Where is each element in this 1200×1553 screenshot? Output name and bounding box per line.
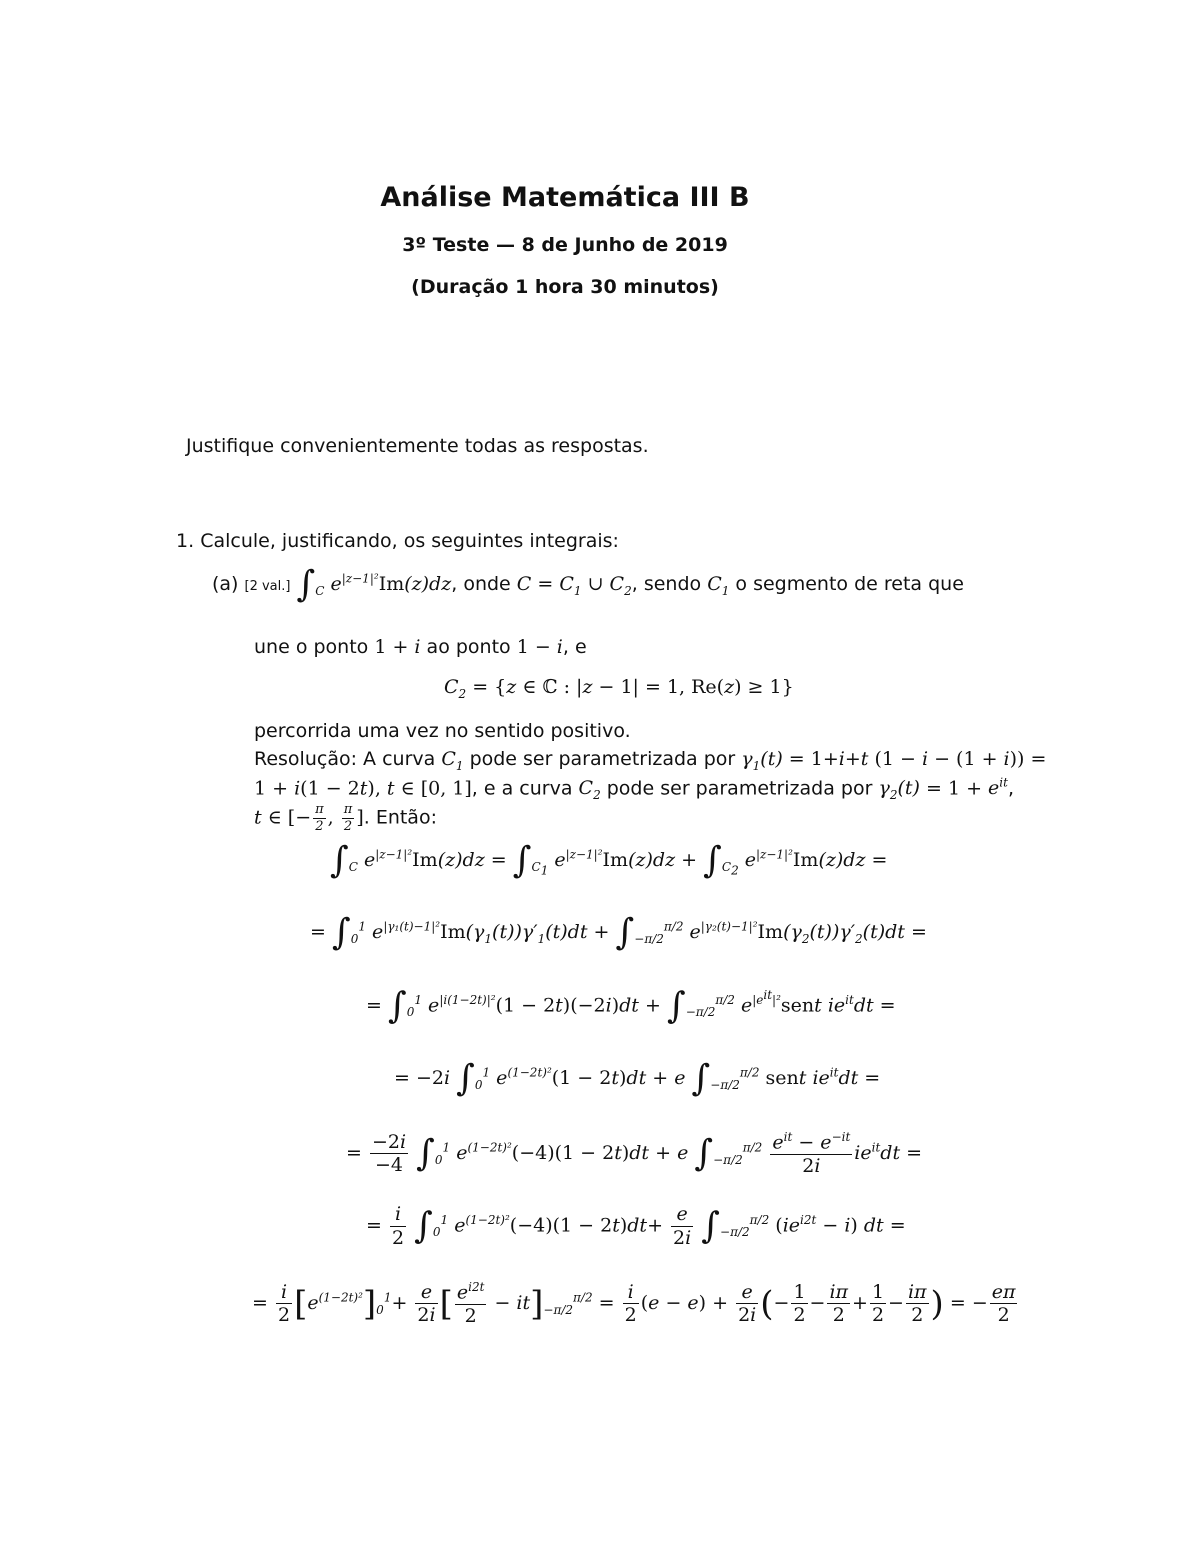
equation-line-1: $\int_C$ $e^{|z-1|^2}Im(z)dz = \int_{C_1}$ $e^{|z-1|^2}Im(z)dz + \int_{C_2}$ $e^{|z-1|^2}Im(z)dz$ =	[330, 840, 888, 881]
equation-line-5: = $\frac{-2i}{-4}$ $\int_0^1$ $e^{(1-2t)^2}(-4)(1 - 2t)dt + e$ $\int_{-\pi/2}^{\pi/2}$ $\frac{e^{it} - e^{-it}}{2i}$ $ie^{it}dt$ =	[346, 1130, 923, 1178]
resolution-line3: t ∈ [− $\frac{\pi}{2}$ , $\frac{\pi}{2}$ ]. Então:	[254, 802, 437, 834]
resolution-line1: Resolução: A curva $C_1$ pode ser parametrizada por $\gamma_1(t) = 1+i+t$ (1 − i − (1 + i)) =	[254, 748, 1047, 773]
percorrida-text: percorrida uma vez no sentido positivo.	[254, 720, 631, 742]
resolution-label: Resolução:	[254, 748, 357, 770]
resolution-line2: 1 + i(1 − 2t), t ∈ [0, 1], e a curva $C_2$ pode ser parametrizada por $\gamma_2(t) = 1 + e^{it}$,	[254, 776, 1014, 803]
part-label: (a)	[212, 573, 239, 595]
equation-line-4: = −2i $\int_0^1$ $e^{(1-2t)^2}(1 - 2t)dt + e$ $\int_{-\pi/2}^{\pi/2}$ sent $ie^{it}dt$ =	[394, 1058, 881, 1099]
part-a-statement: (a) [2 val.] $\int_C$ $e^{|z-1|^2}Im(z)dz$, onde $C = C_1$ ∪ $C_2$, sendo $C_1$ o segmento de reta que	[212, 564, 964, 605]
points-label: [2 val.]	[244, 579, 291, 594]
equation-line-2: = $\int_0^1$ $e^{|\gamma_1(t)-1|^2}Im(\gamma_1(t))\gamma'_1(t)dt + \int_{-\pi/2}^{\pi/2}$ $e^{|\gamma_2(t)-1|^2}Im(\gamma_2(t))\gamma'_2(t)dt$ =	[310, 912, 927, 953]
equation-line-3: = $\int_0^1$ $e^{|i(1-2t)|^2}(1 - 2t)(-2i)dt + \int_{-\pi/2}^{\pi/2}$ $e^{|e^{it}|^2}sent$ $ie^{it}dt$ =	[366, 985, 896, 1027]
equation-line-6: = $\frac{i}{2}$ $\int_0^1$ $e^{(1-2t)^2}(-4)(1 - 2t)dt+$ $\frac{e}{2i}$ $\int_{-\pi/2}^{\pi/2}$ $(ie^{i2t} - i)$ dt =	[366, 1203, 906, 1249]
part-a-line2: une o ponto 1 + i ao ponto 1 − i, e	[254, 636, 587, 658]
curve-c2-definition: $C_2 = \{z$ ∈ ℂ : |z − 1| = 1, Re(z) ≥ 1}	[444, 676, 794, 701]
page-subtitle: 3º Teste — 8 de Junho de 2019	[402, 234, 728, 256]
question-1	[176, 530, 619, 552]
instructions: Justifique convenientemente todas as respostas.	[186, 435, 649, 457]
page-title: Análise Matemática III B	[380, 182, 750, 213]
equation-line-7: = $\frac{i}{2}$ $[e^{(1-2t)^2}]_0^1+$ $\frac{e}{2i}$ [ $\frac{e^{i2t}}{2}$ − $it]_{-\pi/2}^{\pi/2}$ = $\frac{i}{2}$ (e − e) + $\frac{e}{2i}$ (− $\frac{1}{2}$ − $\frac{i\pi}{2}$ + $\frac{1}{2}$ − $\frac{i\pi}{2}$ ) = − $\frac{e\pi}{2}$	[252, 1280, 1016, 1328]
question-number: 1.	[176, 530, 195, 552]
exam-duration: (Duração 1 hora 30 minutos)	[411, 276, 719, 298]
question-statement: Calcule, justificando, os seguintes integrais:	[200, 530, 619, 552]
